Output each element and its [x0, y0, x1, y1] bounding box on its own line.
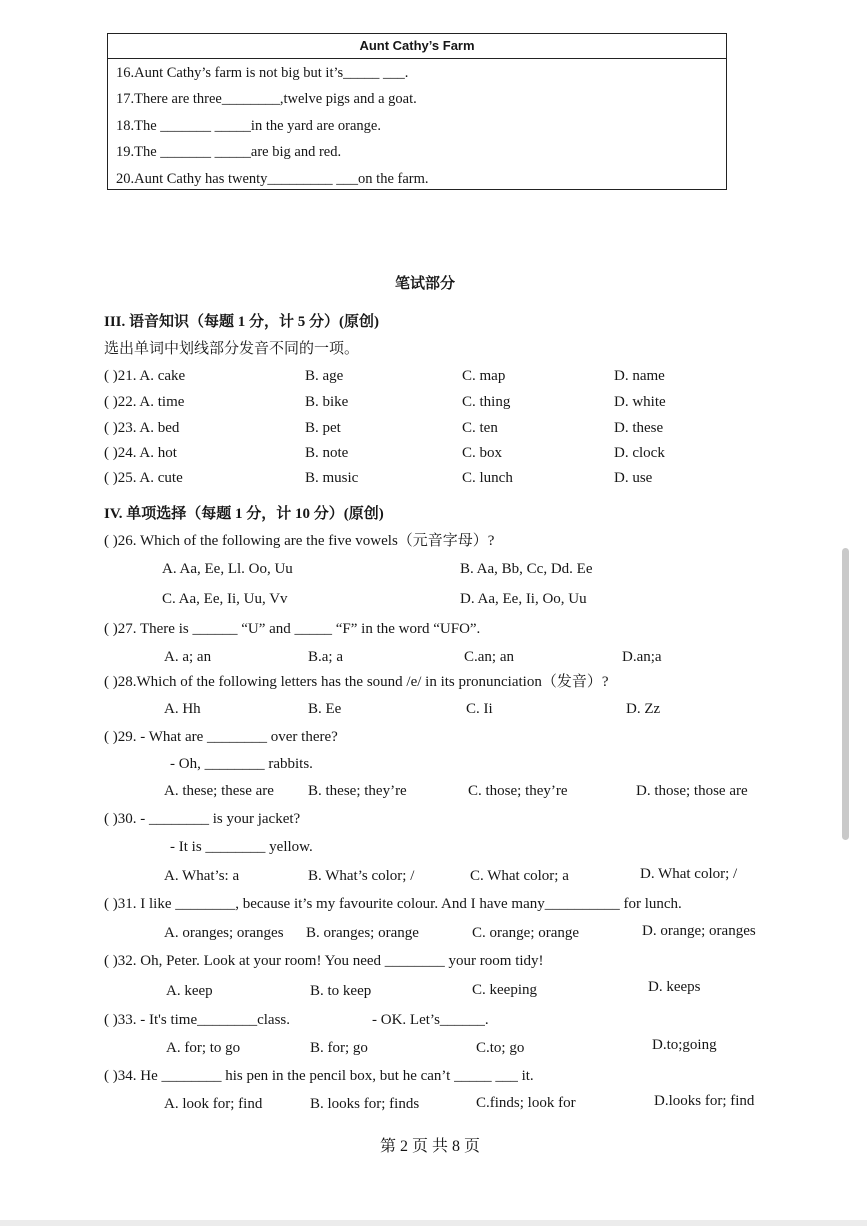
q27-option-a: A. a; an	[164, 649, 212, 665]
q30-option-c: C. What color; a	[470, 868, 569, 884]
q30-option-d: D. What color; /	[640, 866, 738, 882]
q25-option-c: C. lunch	[462, 470, 513, 486]
q33-option-b: B. for; go	[310, 1040, 368, 1056]
q22-option-b: B. bike	[305, 394, 349, 410]
q34-stem: ( )34. He ________ his pen in the pencil box, but he can’t _____ ___ it.	[104, 1068, 534, 1084]
q26-option-c: C. Aa, Ee, Ii, Uu, Vv	[162, 591, 288, 607]
q21-option-d: D. name	[614, 368, 665, 384]
q31-option-d: D. orange; oranges	[642, 923, 756, 939]
q26-stem: ( )26. Which of the following are the five vowels（元音字母）?	[104, 533, 495, 549]
q32-option-b: B. to keep	[310, 983, 372, 999]
q30-option-a: A. What’s: a	[164, 868, 240, 884]
q26-option-d: D. Aa, Ee, Ii, Oo, Uu	[460, 591, 587, 607]
written-part-title: 笔试部分	[395, 276, 456, 292]
question-19: 19.The _______ _____are big and red.	[116, 144, 342, 160]
q24-option-c: C. box	[462, 445, 503, 461]
q23-option-b: B. pet	[305, 420, 341, 436]
q29-option-d: D. those; those are	[636, 783, 748, 799]
q34-option-c: C.finds; look for	[476, 1095, 576, 1111]
q30-line-2: - It is ________ yellow.	[170, 839, 313, 855]
q34-option-d: D.looks for; find	[654, 1093, 755, 1109]
q30-stem: ( )30. - ________ is your jacket?	[104, 811, 301, 827]
q27-option-c: C.an; an	[464, 649, 514, 665]
q34-option-b: B. looks for; finds	[310, 1096, 420, 1112]
q33-stem: ( )33. - It's time________class.	[104, 1012, 291, 1028]
q32-option-d: D. keeps	[648, 979, 701, 995]
q21-option-b: B. age	[305, 368, 344, 384]
q27-option-b: B.a; a	[308, 649, 343, 665]
q24-option-b: B. note	[305, 445, 349, 461]
question-16: 16.Aunt Cathy’s farm is not big but it’s_____ ___.	[116, 65, 409, 81]
q24-stem: ( )24. A. hot	[104, 445, 177, 461]
q23-option-c: C. ten	[462, 420, 498, 436]
q33-option-a: A. for; to go	[166, 1040, 241, 1056]
q33-reply: - OK. Let’s______.	[372, 1012, 489, 1028]
q31-option-b: B. oranges; orange	[306, 925, 419, 941]
q33-option-c: C.to; go	[476, 1040, 525, 1056]
q28-option-d: D. Zz	[626, 701, 661, 717]
q31-stem: ( )31. I like ________, because it’s my favourite colour. And I have many__________ for lunch.	[104, 896, 682, 912]
q23-stem: ( )23. A. bed	[104, 420, 180, 436]
q29-stem: ( )29. - What are ________ over there?	[104, 729, 338, 745]
q31-option-c: C. orange; orange	[472, 925, 580, 941]
bottom-edge	[0, 1220, 867, 1226]
q34-option-a: A. look for; find	[164, 1096, 263, 1112]
q33-option-d: D.to;going	[652, 1037, 717, 1053]
section-4-title: IV. 单项选择（每题 1 分，计 10 分）(原创)	[104, 506, 384, 522]
question-18: 18.The _______ _____in the yard are orange.	[116, 118, 381, 134]
farm-table	[107, 33, 727, 190]
q32-stem: ( )32. Oh, Peter. Look at your room! You need ________ your room tidy!	[104, 953, 544, 969]
q26-option-b: B. Aa, Bb, Cc, Dd. Ee	[460, 561, 593, 577]
q21-option-c: C. map	[462, 368, 506, 384]
q28-stem: ( )28.Which of the following letters has the sound /e/ in its pronunciation（发音）?	[104, 674, 609, 690]
q24-option-d: D. clock	[614, 445, 665, 461]
q30-option-b: B. What’s color; /	[308, 868, 415, 884]
q29-option-b: B. these; they’re	[308, 783, 407, 799]
q21-stem: ( )21. A. cake	[104, 368, 186, 384]
q28-option-b: B. Ee	[308, 701, 342, 717]
q28-option-c: C. Ii	[466, 701, 493, 717]
q26-option-a: A. Aa, Ee, Ll. Oo, Uu	[162, 561, 293, 577]
q29-line-2: - Oh, ________ rabbits.	[170, 756, 313, 772]
question-20: 20.Aunt Cathy has twenty_________ ___on the farm.	[116, 171, 429, 187]
q29-option-c: C. those; they’re	[468, 783, 568, 799]
q25-stem: ( )25. A. cute	[104, 470, 183, 486]
q32-option-c: C. keeping	[472, 982, 537, 998]
section-3-instruction: 选出单词中划线部分发音不同的一项。	[104, 341, 360, 357]
page-number: 第 2 页 共 8 页	[380, 1138, 481, 1155]
q23-option-d: D. these	[614, 420, 664, 436]
q27-stem: ( )27. There is ______ “U” and _____ “F” in the word “UFO”.	[104, 621, 481, 637]
q22-option-d: D. white	[614, 394, 666, 410]
q32-option-a: A. keep	[166, 983, 213, 999]
q25-option-b: B. music	[305, 470, 359, 486]
vertical-scrollbar[interactable]	[842, 548, 849, 840]
q27-option-d: D.an;a	[622, 649, 662, 665]
question-17: 17.There are three________,twelve pigs and a goat.	[116, 91, 417, 107]
farm-table-title: Aunt Cathy’s Farm	[108, 34, 726, 59]
q22-stem: ( )22. A. time	[104, 394, 185, 410]
q22-option-c: C. thing	[462, 394, 511, 410]
section-3-title: III. 语音知识（每题 1 分，计 5 分）(原创)	[104, 314, 380, 330]
q29-option-a: A. these; these are	[164, 783, 274, 799]
q28-option-a: A. Hh	[164, 701, 201, 717]
q25-option-d: D. use	[614, 470, 653, 486]
q31-option-a: A. oranges; oranges	[164, 925, 284, 941]
